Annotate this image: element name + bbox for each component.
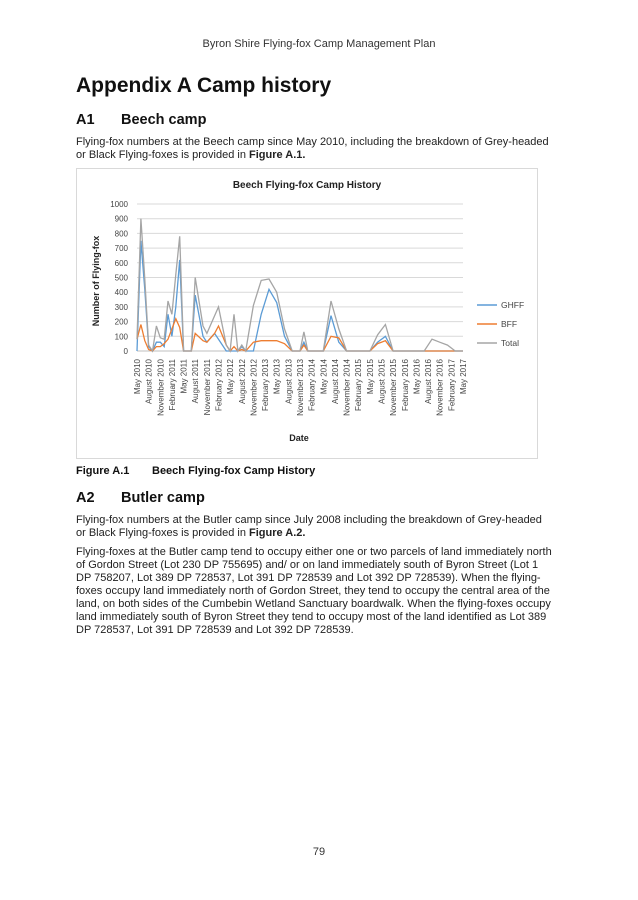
x-tick-label: February 2011 [167, 359, 177, 411]
figure-a1-caption-number: Figure A.1 [76, 465, 130, 477]
section-a1-heading [76, 112, 206, 128]
x-tick-label: November 2013 [296, 359, 305, 416]
section-a1-paragraph [76, 136, 554, 162]
x-tick-label: May 2014 [319, 359, 329, 395]
figure-a2-reference: Figure A.2. [249, 527, 306, 539]
y-tick-label: 400 [114, 288, 128, 298]
appendix-title: Appendix A Camp history [76, 74, 332, 97]
gridlines [137, 204, 463, 351]
section-a1-title: Beech camp [121, 112, 207, 128]
y-tick-label: 900 [114, 214, 128, 224]
y-tick-label: 700 [114, 244, 128, 254]
x-tick-label: February 2014 [307, 359, 317, 412]
x-tick-label: November 2012 [249, 359, 259, 416]
y-tick-label: 0 [123, 347, 128, 356]
x-tick-label: May 2011 [179, 359, 189, 394]
series-line-total [137, 219, 463, 351]
x-tick-label: May 2013 [272, 359, 282, 395]
page-number: 79 [312, 846, 326, 858]
x-tick-label: August 2016 [424, 359, 434, 404]
x-tick-label: May 2016 [412, 359, 422, 395]
section-a2-paragraph-2: Flying-foxes at the Butler camp tend to occupy either one or two parcels of land immediately north of Gordon Street (Lot 230 DP 755695) and/ or on land immediately south of Byron Street (Lot 1 DP 758207, Lot 389 DP 728537, Lot 391 DP 728539 and Lot 392 DP 728539). When the flying-foxes occupy land immediately north of Gordon Street, they tend to occupy the central area of the land, on both sides of the Cumbebin Wetland Sanctuary boardwalk. When the flying-foxes occupy land immediately south of Byron Street they tend to occupy most of the land identified as Lot 389 DP 728537, Lot 391 DP 728539 and Lot 392 DP 728539. [76, 546, 552, 636]
x-tick-label: August 2010 [144, 359, 154, 404]
series-line-bff [137, 319, 463, 351]
x-tick-label: May 2012 [226, 359, 236, 395]
section-a2-text: Flying-fox numbers at the Butler camp since July 2008 including the breakdown of Grey-headed or Black Flying-foxes is provided in [76, 514, 542, 539]
figure-a1-reference: Figure A.1. [249, 149, 306, 161]
x-tick-label: May 2017 [459, 359, 468, 395]
section-a1-text: Flying-fox numbers at the Beech camp since May 2010, including the breakdown of Grey-headed or Black Flying-foxes is provided in [76, 136, 549, 161]
section-a2-number: A2 [76, 490, 95, 506]
x-tick-label: May 2015 [365, 359, 375, 395]
x-tick-label: February 2012 [214, 359, 224, 412]
x-tick-label: February 2013 [261, 359, 271, 412]
chart-legend [477, 300, 524, 348]
y-tick-label: 500 [114, 273, 128, 283]
y-tick-label: 800 [114, 229, 128, 239]
beech-chart [76, 168, 538, 459]
running-header: Byron Shire Flying-fox Camp Management Plan [202, 38, 436, 50]
y-tick-label: 100 [114, 332, 128, 342]
x-tick-label: November 2016 [435, 359, 445, 416]
y-tick-label: 1000 [110, 200, 128, 209]
y-tick-label: 600 [114, 258, 128, 268]
section-a2-paragraph-1 [76, 514, 554, 540]
x-tick-label: November 2014 [342, 359, 352, 416]
x-tick-label: February 2015 [354, 359, 364, 412]
legend-label-bff: BFF [501, 319, 518, 329]
y-tick-label: 200 [114, 317, 128, 327]
y-axis-label: Number of Flying-fox [91, 235, 101, 327]
y-tick-label: 300 [114, 302, 128, 312]
x-tick-labels [133, 358, 468, 415]
chart-svg [77, 169, 537, 458]
x-tick-label: February 2016 [400, 359, 410, 412]
legend-label-ghff: GHFF [501, 300, 525, 310]
x-axis-label: Date [289, 433, 309, 443]
series-lines [137, 219, 463, 351]
legend-label-total: Total [501, 338, 519, 348]
x-tick-label: August 2015 [377, 359, 387, 404]
x-tick-label: November 2011 [202, 359, 212, 416]
figure-a1-caption [76, 465, 315, 477]
x-tick-label: August 2011 [191, 359, 201, 404]
section-a2-title: Butler camp [121, 490, 205, 506]
x-tick-label: February 2017 [447, 359, 457, 412]
x-tick-label: August 2013 [284, 359, 294, 404]
chart-title: Beech Flying-fox Camp History [232, 180, 382, 191]
series-line-ghff [137, 241, 463, 351]
x-tick-label: May 2010 [133, 359, 142, 395]
x-tick-label: August 2014 [330, 359, 340, 404]
section-a1-number: A1 [76, 112, 95, 128]
y-tick-labels [110, 200, 128, 356]
section-a2-heading [76, 490, 205, 506]
x-tick-label: November 2015 [389, 359, 399, 416]
x-tick-label: August 2012 [237, 359, 247, 404]
x-tick-label: November 2010 [156, 359, 166, 416]
figure-a1-caption-title: Beech Flying-fox Camp History [152, 465, 316, 477]
